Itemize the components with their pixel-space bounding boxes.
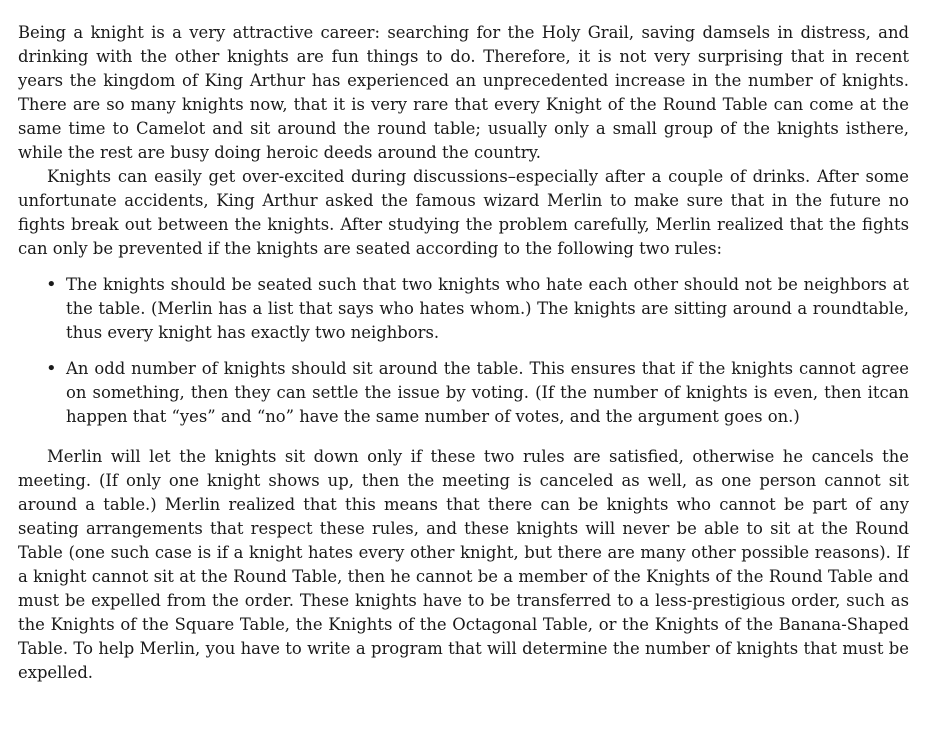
seating-rules-list bbox=[18, 273, 909, 429]
intro-paragraph-2: Knights can easily get over-excited during discussions–especially after a couple of drinks. After some unfortunate accidents, King Arthur asked the famous wizard Merlin to make sure that in the future no fights break out between the knights. After studying the problem carefully, Merlin realized that the fights can only be prevented if the knights are seated according to the following two rules: bbox=[18, 167, 909, 258]
list-item bbox=[18, 357, 909, 429]
rule-text-odd-number: An odd number of knights should sit around the table. This ensures that if the knights cannot agree on something, then they can settle the issue by voting. (If the number of knights is even, then itcan happen that “yes” and “no” have the same number of votes, and the argument goes on.) bbox=[66, 359, 909, 426]
rule-text-neighbors: The knights should be seated such that two knights who hate each other should not be neighbors at the table. (Merlin has a list that says who hates whom.) The knights are sitting around a roundtable, thus every knight has exactly two neighbors. bbox=[66, 275, 909, 342]
final-paragraph: Merlin will let the knights sit down only if these two rules are satisfied, otherwise he cancels the meeting. (If only one knight shows up, then the meeting is canceled as well, as one person cannot sit around a table.) Merlin realized that this means that there can be knights who cannot be part of any seating arrangements that respect these rules, and these knights will never be able to sit at the Round Table (one such case is if a knight hates every other knight, but there are many other possible reasons). If a knight cannot sit at the Round Table, then he cannot be a member of the Knights of the Round Table and must be expelled from the order. These knights have to be transferred to a less-prestigious order, such as the Knights of the Square Table, the Knights of the Octagonal Table, or the Knights of the Banana-Shaped Table. To help Merlin, you have to write a program that will determine the number of knights that must be expelled. bbox=[18, 447, 909, 682]
bullet-icon: • bbox=[46, 274, 57, 295]
bullet-icon: • bbox=[46, 358, 57, 379]
list-item bbox=[18, 273, 909, 345]
problem-statement bbox=[18, 21, 909, 685]
intro-paragraph-1: Being a knight is a very attractive career: searching for the Holy Grail, saving damsels in distress, and drinking with the other knights are fun things to do. Therefore, it is not very surprising that in recent years the kingdom of King Arthur has experienced an unprecedented increase in the number of knights. There are so many knights now, that it is very rare that every Knight of the Round Table can come at the same time to Camelot and sit around the round table; usually only a small group of the knights isthere, while the rest are busy doing heroic deeds around the country. bbox=[18, 23, 909, 162]
